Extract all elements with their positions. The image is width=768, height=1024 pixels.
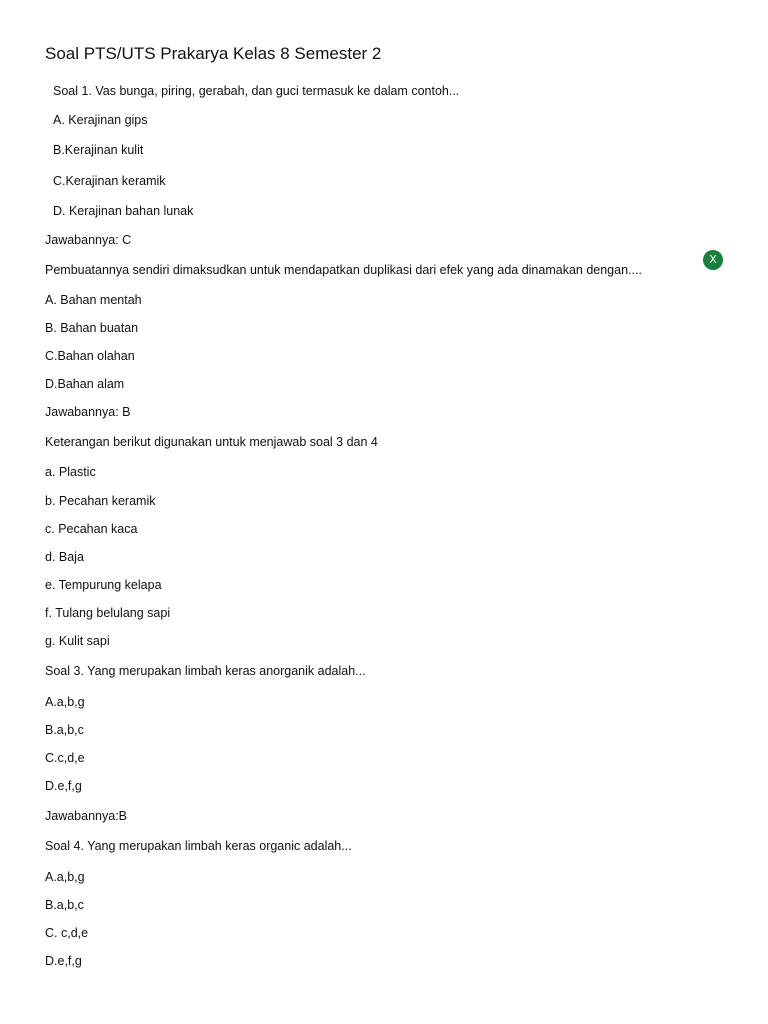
question-2: Pembuatannya sendiri dimaksudkan untuk mendapatkan duplikasi dari efek yang ada dinamakan dengan.... [45, 263, 642, 277]
list-item: a. Plastic [45, 465, 96, 479]
option-d: D.Bahan alam [45, 377, 125, 391]
list-item: d. Baja [45, 550, 84, 564]
answer: Jawabannya:B [45, 809, 128, 823]
option-a: A.a,b,g [45, 695, 85, 709]
list-item: c. Pecahan kaca [45, 522, 138, 536]
option-b: B.a,b,c [45, 898, 84, 912]
option-a: A.a,b,g [45, 870, 85, 884]
close-icon: X [709, 253, 717, 266]
list-item: e. Tempurung kelapa [45, 578, 162, 592]
question-3: Soal 3. Yang merupakan limbah keras anorganik adalah... [45, 664, 366, 678]
answer: Jawabannya: B [45, 405, 131, 419]
option-b: B.Kerajinan kulit [53, 143, 144, 157]
list-item: g. Kulit sapi [45, 634, 110, 648]
question-1: Soal 1. Vas bunga, piring, gerabah, dan guci termasuk ke dalam contoh... [53, 84, 460, 98]
option-c: C.Bahan olahan [45, 349, 135, 363]
list-item: b. Pecahan keramik [45, 494, 156, 508]
option-d: D.e,f,g [45, 779, 82, 793]
option-b: B. Bahan buatan [45, 321, 139, 335]
option-c: C.c,d,e [45, 751, 85, 765]
question-4: Soal 4. Yang merupakan limbah keras organic adalah... [45, 839, 352, 853]
option-d: D. Kerajinan bahan lunak [53, 204, 194, 218]
page-title: Soal PTS/UTS Prakarya Kelas 8 Semester 2 [45, 44, 382, 63]
option-c: C.Kerajinan keramik [53, 174, 166, 188]
option-c: C. c,d,e [45, 926, 89, 940]
option-b: B.a,b,c [45, 723, 84, 737]
option-a: A. Bahan mentah [45, 293, 142, 307]
answer: Jawabannya: C [45, 233, 132, 247]
list-item: f. Tulang belulang sapi [45, 606, 171, 620]
context-note: Keterangan berikut digunakan untuk menjawab soal 3 dan 4 [45, 435, 378, 449]
option-a: A. Kerajinan gips [53, 113, 148, 127]
close-button[interactable] [703, 250, 723, 270]
option-d: D.e,f,g [45, 954, 82, 968]
